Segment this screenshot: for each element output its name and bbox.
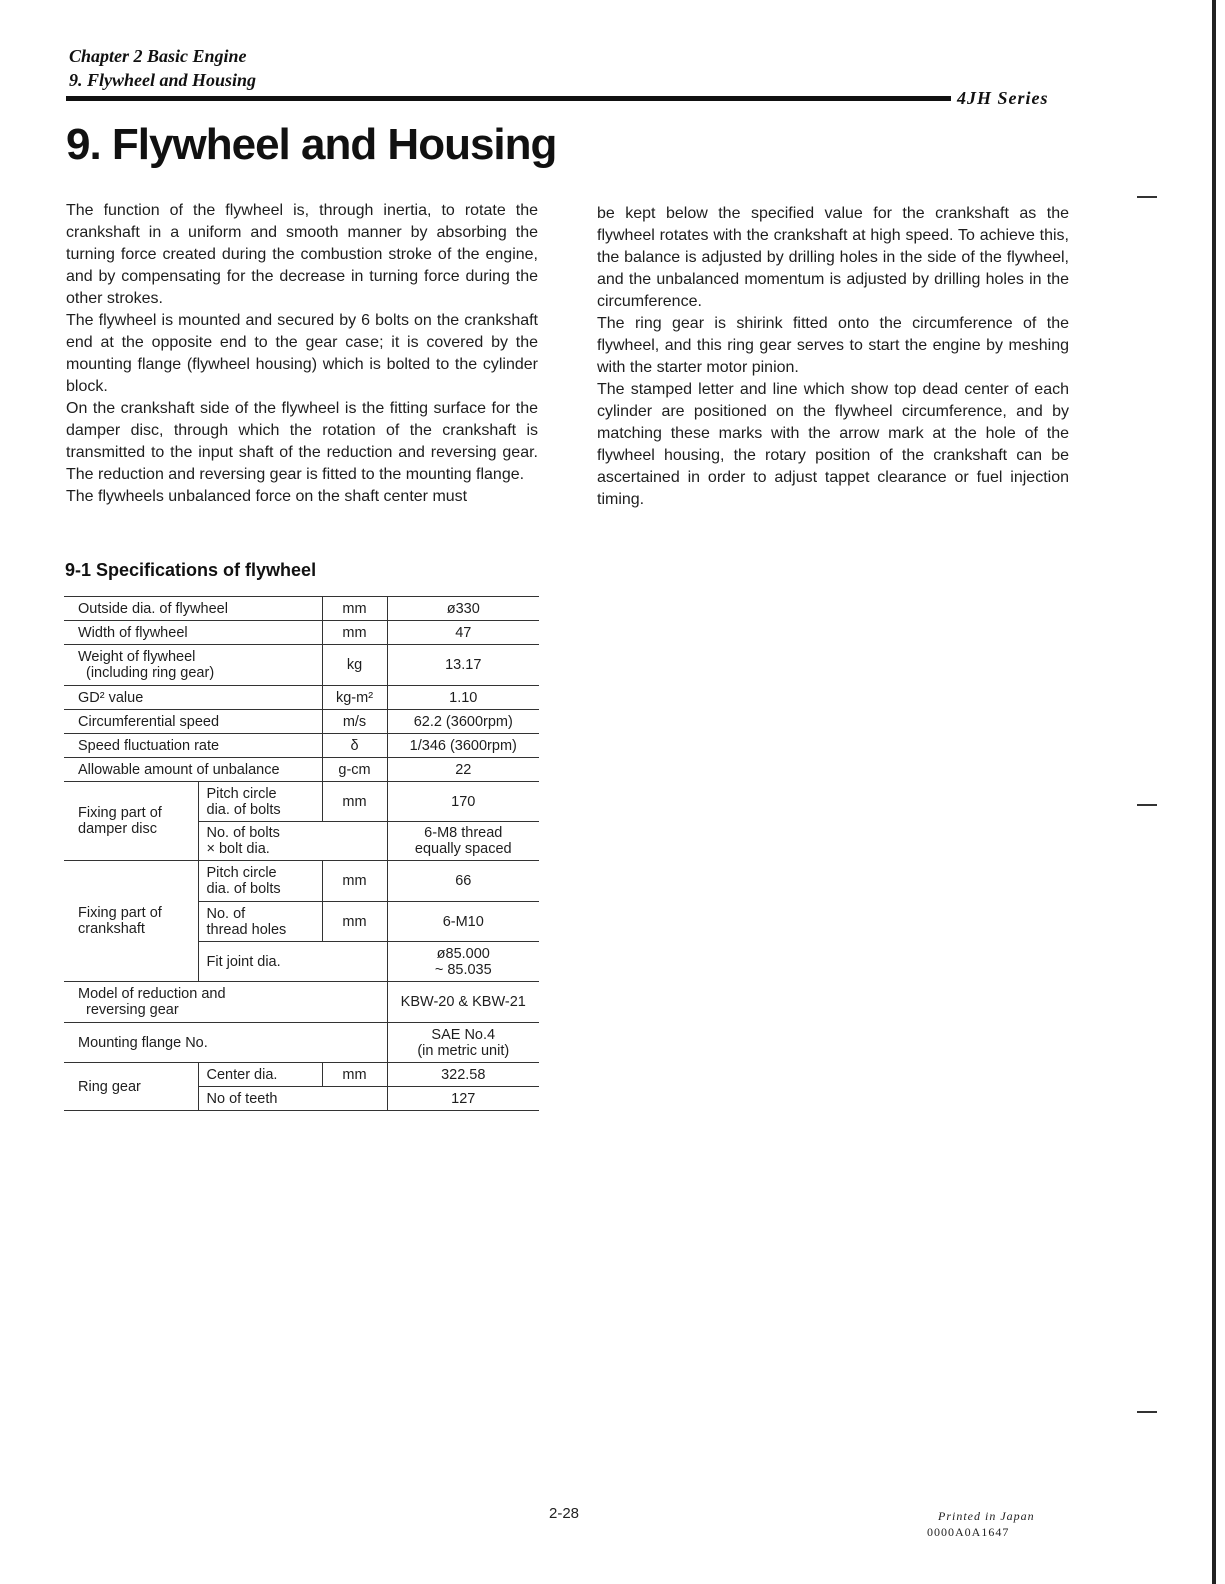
spec-label [198,782,322,822]
series-label: 4JH Series [957,88,1049,108]
table-row [64,597,539,621]
spec-unit: mm [322,621,387,645]
value-line: SAE No.4 [431,1026,496,1043]
spec-value: 6-M10 [387,902,539,942]
spec-value: KBW-20 & KBW-21 [387,982,539,1023]
page-title: 9. Flywheel and Housing [66,120,557,169]
spec-value [387,1023,539,1063]
spec-label: Fit joint dia. [198,942,387,982]
spec-label [198,902,322,942]
paragraph: The function of the flywheel is, through inertia, to rotate the crankshaft in a uniform and smooth manner by absorbing the turning force created during the combustion stroke of the engine, and by compensating for the decrease in turning force during the other strokes. [66,202,538,307]
value-line: 6-M8 thread [424,825,503,841]
spec-value: 62.2 (3600rpm) [387,710,539,734]
group-label: Ring gear [64,1063,198,1111]
spec-unit: mm [322,861,387,902]
paragraph: be kept below the specified value for the crankshaft as the flywheel rotates with the crankshaft at high speed. To achieve this, the balance is adjusted by drilling holes in the side of the flywheel, and the unbalanced momentum is adjusted by drilling holes in the circumference. [597,205,1069,310]
label-line: Pitch circle [206,785,277,802]
table-row [64,734,539,758]
spec-value: 127 [387,1087,539,1111]
table-row [64,686,539,710]
table-row [64,861,539,902]
spec-value: 1.10 [387,686,539,710]
page-number: 2-28 [549,1505,580,1522]
spec-label [64,982,387,1023]
value-line: equally spaced [414,841,512,857]
spec-value [387,942,539,982]
spec-label [198,822,387,861]
spec-unit: mm [322,1063,387,1087]
group-label [64,782,198,861]
paragraph: The flywheel is mounted and secured by 6 bolts on the crankshaft end at the opposite end to the gear case; it is covered by the mounting flange (flywheel housing) which is bolted to the cylinder block. [66,312,538,395]
spec-label: Center dia. [198,1063,322,1087]
spec-unit: kg-m² [322,686,387,710]
table-row [64,1063,539,1087]
label-line: Fixing part of [78,905,162,921]
spec-label: Width of flywheel [64,621,322,645]
spec-value: 22 [387,758,539,782]
spec-label [64,645,322,686]
printed-in-japan: Printed in Japan [938,1509,1035,1523]
label-line: × bolt dia. [206,841,270,857]
label-line: No. of bolts [206,825,280,841]
spec-value: 1/346 (3600rpm) [387,734,539,758]
table-row [64,1023,539,1063]
spec-unit: m/s [322,710,387,734]
spec-unit: mm [322,782,387,822]
spec-value: 47 [387,621,539,645]
value-line: (in metric unit) [417,1042,510,1059]
spec-value: 170 [387,782,539,822]
spec-label [198,861,322,902]
label-line: dia. of bolts [206,881,281,897]
paragraph: The stamped letter and line which show top dead center of each cylinder are positioned on the flywheel circumference, and by matching these marks with the arrow mark at the hole of the flywheel housing, the rotary position of the crankshaft can be ascertained in order to adjust tappet clearance or fuel injection timing. [597,381,1069,508]
spec-label: Speed fluctuation rate [64,734,322,758]
table-row [64,982,539,1023]
spec-unit: g-cm [322,758,387,782]
section-header: 9. Flywheel and Housing [69,70,257,90]
chapter-header: Chapter 2 Basic Engine [69,46,247,66]
table-row [64,710,539,734]
spec-unit: δ [322,734,387,758]
label-line: Weight of flywheel [78,649,196,665]
label-line: reversing gear [86,1002,179,1018]
value-line: ø85.000 [436,945,490,962]
group-label [64,861,198,982]
paragraph: The ring gear is shirink fitted onto the circumference of the flywheel, and this ring gear serves to start the engine by meshing with the starter motor pinion. [597,315,1069,376]
spec-label: Circumferential speed [64,710,322,734]
label-line: (including ring gear) [86,665,215,681]
document-code: 0000A0A1647 [927,1525,1010,1539]
spec-label: No of teeth [198,1087,387,1111]
label-line: No. of [206,905,246,922]
label-line: damper disc [78,821,157,837]
margin-tick [1137,804,1157,806]
left-column [66,200,538,508]
label-line: thread holes [206,921,287,938]
label-line: Fixing part of [78,805,162,821]
spec-value: ø330 [387,597,539,621]
spec-label: Mounting flange No. [64,1023,387,1063]
label-line: crankshaft [78,921,145,937]
spec-value: 66 [387,861,539,902]
spec-label: Outside dia. of flywheel [64,597,322,621]
spec-unit: kg [322,645,387,686]
margin-tick [1137,196,1157,198]
header-rule [66,96,951,101]
label-line: Model of reduction and [78,986,226,1002]
label-line: dia. of bolts [206,801,281,818]
paragraph: The flywheels unbalanced force on the shaft center must [66,488,468,505]
table-row [64,782,539,822]
page-edge [1212,0,1216,1584]
margin-tick [1137,1411,1157,1413]
label-line: Pitch circle [206,865,277,881]
spec-table [64,596,539,1111]
paragraph: On the crankshaft side of the flywheel is the fitting surface for the damper disc, through which the rotation of the crankshaft is transmitted to the input shaft of the reduction and reversing gear. The reduction and reversing gear is fitted to the mounting flange. [66,400,538,483]
table-row [64,621,539,645]
spec-label: GD² value [64,686,322,710]
spec-heading: 9-1 Specifications of flywheel [65,560,317,580]
spec-unit: mm [322,902,387,942]
table-row [64,645,539,686]
table-row [64,758,539,782]
spec-value: 13.17 [387,645,539,686]
spec-value [387,822,539,861]
spec-value: 322.58 [387,1063,539,1087]
right-column [597,203,1069,511]
spec-unit: mm [322,597,387,621]
spec-label: Allowable amount of unbalance [64,758,322,782]
value-line: ~ 85.035 [434,961,492,978]
